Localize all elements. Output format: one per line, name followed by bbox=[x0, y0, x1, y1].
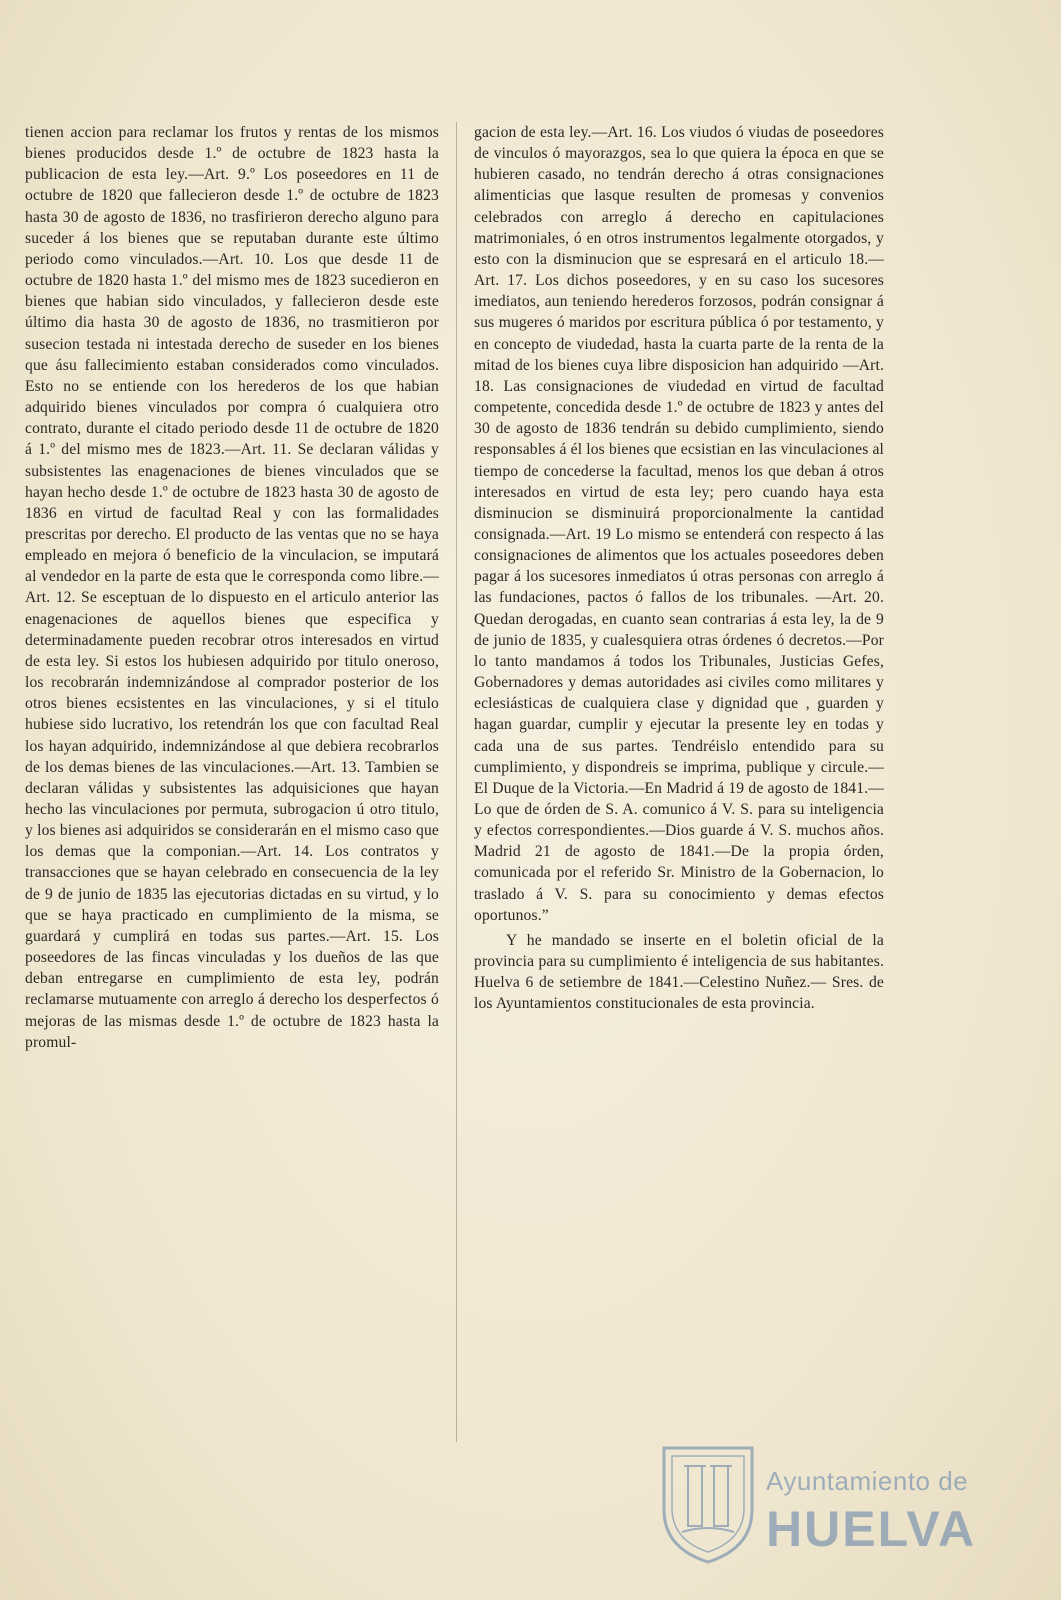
closing-paragraph: Y he mandado se inserte en el boletin oficial de la provincia para su cumplimiento é inteligencia de sus habitantes. Huelva 6 de setiembre de 1841.—Celestino Nuñez.— Sres. de los Ayuntamientos constitucionales de esta provincia. bbox=[474, 931, 884, 1013]
watermark-line2: HUELVA bbox=[766, 1501, 977, 1557]
column-divider bbox=[456, 122, 457, 1442]
right-column-text: gacion de esta ley.—Art. 16. Los viudos ó viudas de poseedores de vinculos ó mayorazgos, sea lo que quiera la época en que se hubieren casado, no tendrán derecho á otras consignaciones alimenticias que lasque resulten de promesas y convenios celebrados con arreglo á derecho en capitulaciones matrimoniales, ó en otros instrumentos legalmente otorgados, y esto con la disminucion que se espresará en el articulo 18.—Art. 17. Los dichos poseedores, y en su caso los sucesores imediatos, aun teniendo herederos forzosos, podrán consignar á sus mugeres ó maridos por escritura pública ó por testamento, y en concepto de viudedad, hasta la cuarta parte de la renta de la mitad de los bienes cuya libre disposicion han adquirido —Art. 18. Las consignaciones de viudedad en virtud de facultad competente, concedida desde 1.º de octubre de 1823 y antes del 30 de agosto de 1836 tendrán su debido cumplimiento, siendo responsables á él los bienes que ecsistian en las vinculaciones al tiempo de concederse la facultad, menos los que deban á otros interesados en virtud de esta ley; pero cuando haya esta disminucion se disminuirá proporcionalmente la cantidad consignada.—Art. 19 Lo mismo se entenderá con respecto á las consignaciones de alimentos que los actuales poseedores deben pagar á los sucesores inmediatos ú otras personas con arreglo á las fundaciones, pactos ó fallos de los tribunales. —Art. 20. Quedan derogadas, en cuanto sean contrarias á esta ley, la de 9 de junio de 1835, y cualesquiera otras órdenes ó decretos.—Por lo tanto mandamos á todos los Tribunales, Justicias Gefes, Gobernadores y demas autoridades asi civiles como militares y eclesiásticas de cualquiera clase y dignidad que , guarden y hagan guardar, cumplir y ejecutar la presente ley en todas y cada una de sus partes. Tendréislo entendido para su cumplimiento, y dispondreis se imprima, publique y circule.—El Duque de la Victoria.—En Madrid á 19 de agosto de 1841.—Lo que de órden de S. A. comunico á V. S. para su inteligencia y efectos correspondientes.—Dios guarde á V. S. muchos años. Madrid 21 de agosto de 1841.—De la propia órden, comunicada por el referido Sr. Ministro de la Gobernacion, lo traslado á V. S. para su conocimiento y demas efectos oportunos.” bbox=[474, 124, 885, 924]
left-text-column bbox=[25, 122, 439, 1053]
ayuntamiento-watermark bbox=[620, 1418, 1040, 1578]
huelva-shield-icon bbox=[658, 1440, 758, 1566]
watermark-line1: Ayuntamiento de bbox=[766, 1466, 969, 1496]
right-text-column bbox=[474, 122, 884, 1015]
left-column-text: tienen accion para reclamar los frutos y rentas de los mismos bienes producidos desde 1.º de octubre de 1823 hasta la publicacion de esta ley.—Art. 9.º Los poseedores en 11 de octubre de 1820 que fallecieron desde 1.º de octubre de 1823 hasta 30 de agosto de 1836, no trasfirieron derecho alguno para suceder á los bienes que se reputaban durante este último periodo como vinculados.—Art. 10. Los que desde 11 de octubre de 1820 hasta 1.º del mismo mes de 1823 sucedieron en bienes que habian sido vinculados, y fallecieron desde este último dia hasta 30 de agosto de 1836, no trasmitieron por susecion testada ni intestada derecho de suseder en los bienes que ásu fallecimiento estaban considerados como vinculados. Esto no se entiende con los herederos de los que habian adquirido bienes vinculados por compra ó cualquiera otro contrato, durante el citado periodo desde 11 de octubre de 1820 á 1.º del mismo mes de 1823.—Art. 11. Se declaran válidas y subsistentes las enagenaciones de bienes vinculados que se hayan hecho desde 1.º de octubre de 1823 hasta 30 de agosto de 1836 en virtud de facultad Real y con las formalidades prescritas por derecho. El producto de las ventas que no se haya empleado en mejora ó beneficio de la vinculacion, se imputará al vendedor en la parte de esta que le corresponda como libre.—Art. 12. Se esceptuan de lo dispuesto en el articulo anterior las enagenaciones de aquellos bienes que especifica y determinadamente pueden recobrar otros interesados en virtud de esta ley. Si estos los hubiesen adquirido por titulo oneroso, los recobrarán indemnizándose al comprador posterior de los otros bienes ecsistentes en las vinculaciones, y si el titulo hubiese sido lucrativo, los retendrán los que con facultad Real los hayan adquirido, indemnizándose al que debiera recobrarlos de los demas bienes de las vinculaciones.—Art. 13. Tambien se declaran válidas y subsistentes las adquisiciones que hayan hecho las vinculaciones por permuta, subrogacion ú otro titulo, y los bienes asi adquiridos se considerarán en el mismo caso que los demas que la componian.—Art. 14. Los contratos y transacciones que se hayan celebrado en consecuencia de la ley de 9 de junio de 1835 las ejecutorias dictadas en su virtud, y lo que se haya practicado en cumplimiento de la misma, se guardará y cumplirá en todas sus partes.—Art. 15. Los poseedores de las fincas vinculadas y los dueños de las que deban entregarse en cumplimiento de esta ley, podrán reclamarse mutuamente con arreglo á derecho los desperfectos ó mejoras de las mismas desde 1.º de octubre de 1823 hasta la promul- bbox=[25, 124, 439, 1051]
